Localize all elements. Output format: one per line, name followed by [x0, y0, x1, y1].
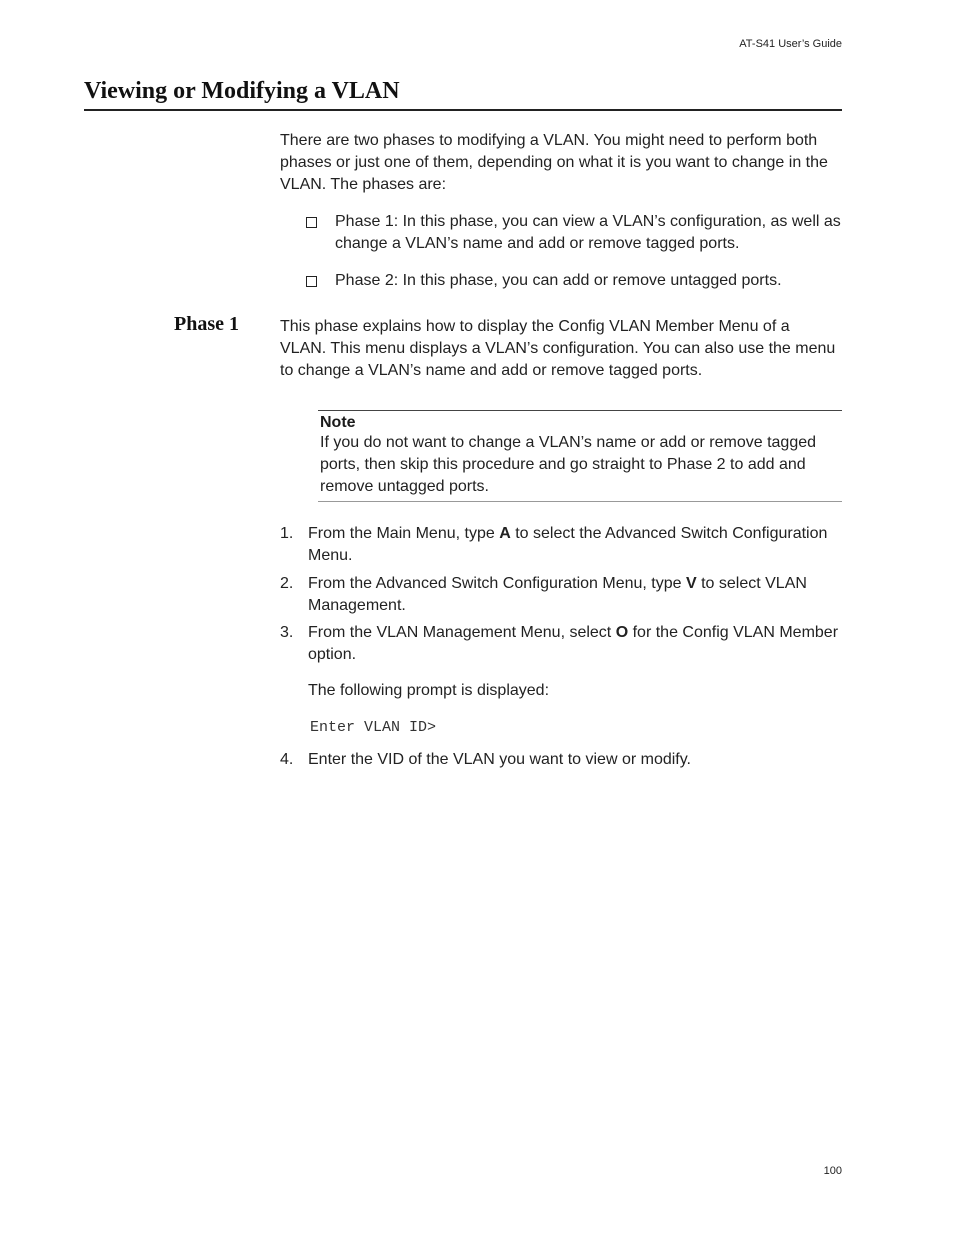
note-bottom-rule: [318, 501, 842, 502]
step-key: O: [615, 624, 629, 641]
step-number: 3.: [280, 624, 294, 641]
title-rule: [84, 109, 842, 111]
step-key: V: [685, 575, 697, 592]
bullet-text: Phase 2: In this phase, you can add or remove untagged ports.: [335, 272, 782, 289]
bullet-item: [306, 270, 846, 292]
intro-paragraph: There are two phases to modifying a VLAN. You might need to perform both phases or just one of them, depending on what it is you want to change in the VLAN. The phases are:: [280, 132, 828, 193]
checkbox-bullet-icon: [306, 276, 317, 287]
step-text: From the Main Menu, type A to select the Advanced Switch Configuration Menu.: [308, 525, 828, 564]
phase1-heading: Phase 1: [174, 313, 239, 335]
section-title: Viewing or Modifying a VLAN: [84, 78, 400, 104]
step-number: 2.: [280, 575, 294, 592]
note-text: If you do not want to change a VLAN’s name or add or remove tagged ports, then skip this procedure and go straight to Phase 2 to add and remove untagged ports.: [320, 434, 817, 495]
note-label: Note: [320, 414, 356, 431]
step-item: [280, 573, 840, 617]
prompt-label: The following prompt is displayed:: [308, 682, 550, 699]
step-text: From the Advanced Switch Configuration Menu, type V to select VLAN Management.: [308, 575, 807, 614]
note-top-rule: [318, 410, 842, 411]
running-header: AT-S41 User’s Guide: [739, 38, 842, 50]
bullet-text: Phase 1: In this phase, you can view a VLAN’s configuration, as well as change a VLAN’s name and add or remove tagged ports.: [335, 213, 841, 252]
page-number: 100: [823, 1165, 842, 1177]
phase1-paragraph: This phase explains how to display the Config VLAN Member Menu of a VLAN. This menu displays a VLAN’s configuration. You can also use the menu to change a VLAN’s name and add or remove tagged ports.: [280, 318, 836, 379]
step-item: [280, 523, 840, 567]
prompt-code: Enter VLAN ID>: [310, 719, 437, 736]
bullet-item: [306, 211, 846, 255]
step-item: [280, 622, 840, 666]
step-key: A: [499, 525, 511, 542]
step-number: 1.: [280, 525, 294, 542]
step-item: [280, 749, 840, 771]
step-number: 4.: [280, 751, 294, 768]
step-text: Enter the VID of the VLAN you want to view or modify.: [308, 751, 691, 768]
step-text: From the VLAN Management Menu, select O for the Config VLAN Member option.: [308, 624, 839, 663]
checkbox-bullet-icon: [306, 217, 317, 228]
